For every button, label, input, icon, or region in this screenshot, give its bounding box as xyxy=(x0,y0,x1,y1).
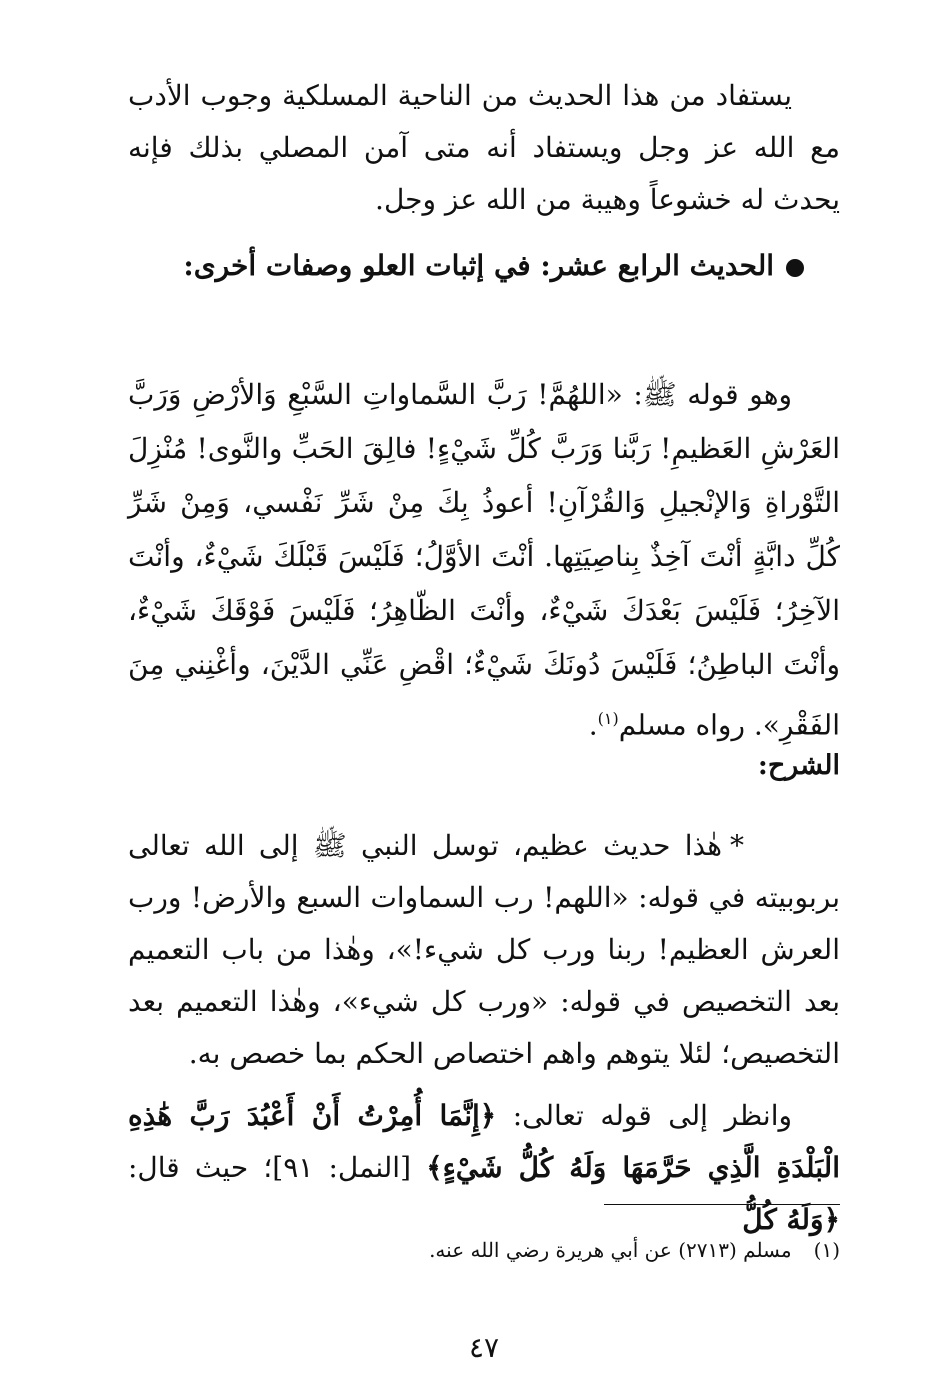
section-heading-text: الحديث الرابع عشر: في إثبات العلو وصفات أخرى: xyxy=(183,249,774,282)
sharh-paragraph xyxy=(128,820,840,1080)
bullet-icon xyxy=(786,259,804,277)
page-number: ٤٧ xyxy=(468,1331,500,1364)
hadith-text: وهو قوله ﷺ: «اللهُمَّ! رَبَّ السَّماواتِ السَّبْعِ وَالأرْضِ وَرَبَّ العَرْشِ العَظيمِ! رَبَّنا وَرَبَّ كُلِّ شَيْءٍ! فالِقَ الحَبِّ والنَّوى! مُنْزِلَ التَّوْراةِ وَالإنْجيلِ وَالقُرْآنِ! أعوذُ بِكَ مِنْ شَرِّ نَفْسي، وَمِنْ شَرِّ كُلِّ دابَّةٍ أنْتَ آخِذٌ بِناصِيَتِها. أنْتَ الأوَّلُ؛ فَلَيْسَ قَبْلَكَ شَيْءٌ، وأنْتَ الآخِرُ؛ فَلَيْسَ بَعْدَكَ شَيْءٌ، وأنْتَ الظّاهِرُ؛ فَلَيْسَ فَوْقَكَ شَيْءٌ، وأنْتَ الباطِنُ؛ فَلَيْسَ دُونَكَ شَيْءٌ؛ اقْضِ عَنِّي الدَّيْنَ، وأغْنِني مِنَ الفَقْرِ». رواه مسلم xyxy=(128,378,840,742)
quran-reference: [النمل: ٩١]؛ حيث قال: xyxy=(128,1151,427,1184)
quran-paragraph xyxy=(128,1090,840,1246)
book-page xyxy=(128,70,840,1364)
asterisk-icon: * xyxy=(730,829,744,862)
intro-paragraph: يستفاد من هذا الحديث من الناحية المسلكية وجوب الأدب مع الله عز وجل ويستفاد أنه متى آمن المصلي بذلك فإنه يحدث له خشوعاً وهيبة من الله عز وجل. xyxy=(128,79,840,216)
footnote-number: (١) xyxy=(813,1238,840,1262)
hadith-end-period: . xyxy=(588,708,598,742)
quran-verse-continued: ﴿وَلَهُ كُلُّ xyxy=(742,1203,840,1236)
footnote-reference[interactable]: (١) xyxy=(597,709,619,728)
footnote-divider xyxy=(604,1204,840,1205)
quran-intro-text: وانظر إلى قوله تعالى: xyxy=(496,1099,792,1132)
footnote xyxy=(128,1232,840,1268)
sharh-title: الشرح: xyxy=(757,750,840,781)
quran-verse: ﴿إِنَّمَا أُمِرْتُ أَنْ أَعْبُدَ رَبَّ هَٰذِهِ الْبَلْدَةِ الَّذِي حَرَّمَهَا وَلَهُ كُلُّ شَيْءٍ﴾ xyxy=(128,1099,840,1184)
sharh-text: هٰذا حديث عظيم، توسل النبي ﷺ إلى الله تعالى بربوبيته في قوله: «اللهم! رب السماوات السبع والأرض! ورب العرش العظيم! ربنا ورب كل شيء!»، وهٰذا من باب التعميم بعد التخصيص في قوله: «ورب كل شيء»، وهٰذا التعميم بعد التخصيص؛ لئلا يتوهم واهم اختصاص الحكم بما خصص به. xyxy=(128,829,840,1070)
hadith-paragraph xyxy=(128,368,840,752)
section-heading xyxy=(128,240,840,292)
footnote-text: مسلم (٢٧١٣) عن أبي هريرة رضي الله عنه. xyxy=(429,1238,792,1262)
